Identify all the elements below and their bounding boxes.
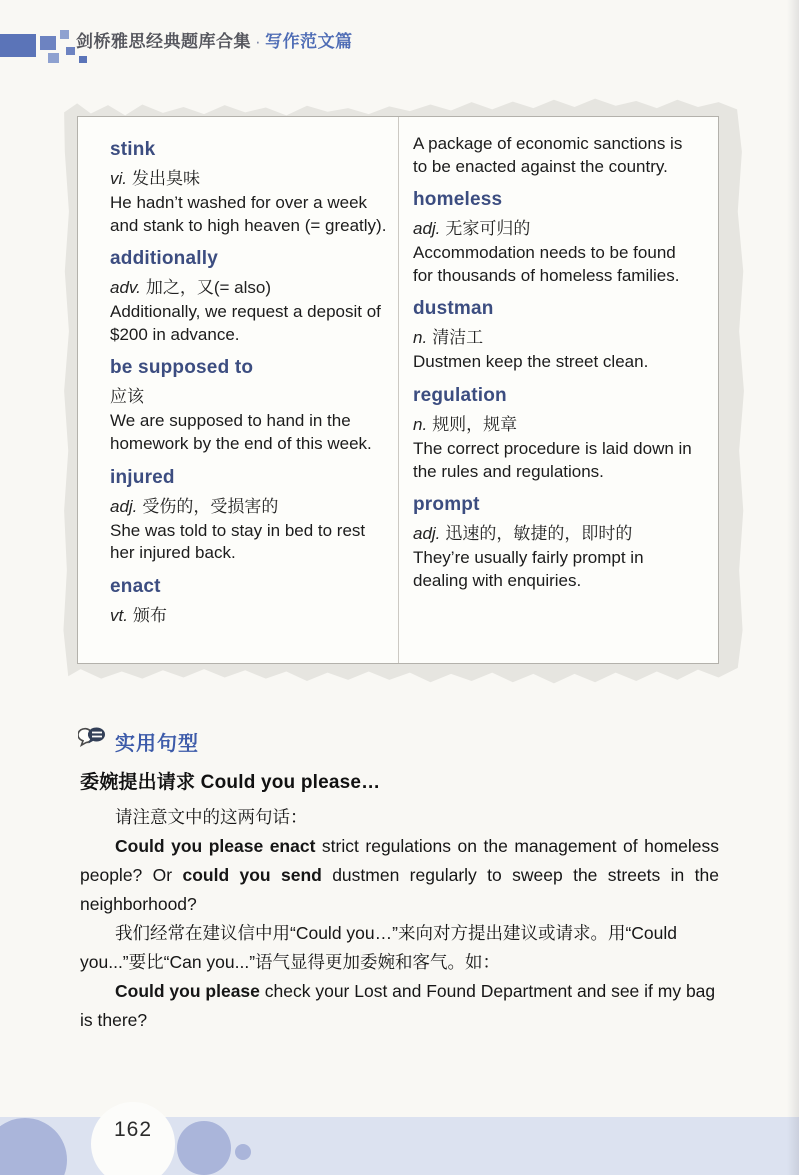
- speech-bubbles-icon: [78, 726, 110, 757]
- part-of-speech: vi.: [110, 169, 127, 188]
- vocab-entry: [110, 139, 388, 237]
- definition: 应该: [110, 387, 144, 407]
- part-of-speech: vt.: [110, 605, 128, 625]
- vocab-word: be supposed to: [110, 357, 254, 379]
- section-title: 实用句型: [115, 733, 199, 755]
- vocab-box: [60, 92, 746, 690]
- vocab-entry: [413, 494, 694, 592]
- decorative-circle: [235, 1144, 251, 1160]
- vocab-example: The correct procedure is laid down in the rules and regulations.: [413, 439, 692, 481]
- vocab-column-left: [78, 117, 398, 663]
- plain-text: strict regulations on the management of homeless people? Or: [80, 836, 719, 885]
- decorative-circle: [177, 1121, 231, 1175]
- part-of-speech: adj.: [413, 219, 441, 239]
- vocab-entry: [413, 189, 694, 287]
- vocab-example: A package of economic sanctions is to be enacted against the country.: [413, 134, 683, 176]
- part-of-speech: adv.: [110, 278, 141, 298]
- decorative-circle: [0, 1118, 67, 1175]
- part-of-speech: adj.: [110, 496, 138, 516]
- paragraph-explanation: 我们经常在建议信中用“Could you…”来向对方提出建议或请求。用“Could you...”要比“Can you...”语气显得更加委婉和客气。如：: [80, 923, 678, 972]
- vocab-pos-def: [110, 601, 388, 626]
- page-header: [0, 14, 799, 56]
- definition: 发出臭味: [132, 169, 200, 188]
- paragraph-note: 请注意文中的这两句话：: [115, 807, 308, 827]
- vocab-entry: [413, 298, 694, 374]
- vocab-example: Dustmen keep the street clean.: [413, 352, 649, 372]
- vocab-example: She was told to stay in bed to rest her injured back.: [110, 520, 366, 563]
- vocab-entry: [110, 576, 388, 626]
- vocab-word: prompt: [413, 494, 480, 516]
- vocab-word: enact: [110, 575, 161, 597]
- bold-phrase: could you send: [182, 865, 322, 885]
- vocab-word: homeless: [413, 189, 503, 211]
- vocab-box-inner: [77, 116, 719, 664]
- vocab-pos-def: [413, 410, 694, 435]
- book-title-sub: 写作范文篇: [265, 32, 353, 51]
- bold-phrase: Could you please: [115, 981, 260, 1001]
- vocab-entry: [110, 357, 388, 455]
- plain-text: check your Lost and Found Department and see if my bag is there?: [80, 981, 716, 1030]
- footer-band: [0, 1117, 799, 1175]
- vocab-example: He hadn’t washed for over a week and stank to high heaven (= greatly).: [110, 193, 387, 235]
- vocab-example: Additionally, we request a deposit of $200 in advance.: [110, 302, 381, 344]
- definition: 加之，又(= also): [145, 278, 272, 298]
- vocab-pos-def: [110, 164, 388, 189]
- vocab-example: Accommodation needs to be found for thousands of homeless families.: [413, 243, 680, 285]
- vocab-entry: [110, 467, 388, 565]
- vocab-word: stink: [110, 139, 156, 160]
- vocab-example: They’re usually fairly prompt in dealing with enquiries.: [413, 548, 644, 590]
- vocab-entry: [110, 248, 388, 346]
- body-text: [80, 803, 719, 1035]
- part-of-speech: n.: [413, 415, 428, 435]
- vocab-pos-def: [110, 382, 388, 407]
- vocab-word: additionally: [110, 248, 218, 270]
- bold-phrase: Could you please enact: [115, 836, 316, 856]
- vocab-entry: [413, 385, 694, 483]
- vocab-word: regulation: [413, 385, 507, 407]
- plain-text: dustmen regularly to sweep the streets in the neighborhood?: [80, 865, 719, 914]
- paragraph-example-sentences: [80, 832, 719, 919]
- title-separator: ·: [255, 32, 262, 51]
- vocab-entry-continuation: [413, 133, 694, 178]
- vocab-word: dustman: [413, 298, 494, 320]
- definition: 清洁工: [432, 328, 484, 348]
- part-of-speech: adj.: [413, 524, 441, 544]
- definition: 颁布: [132, 605, 167, 625]
- book-title: [76, 27, 353, 52]
- part-of-speech: n.: [413, 328, 428, 348]
- paragraph-example: [80, 977, 719, 1035]
- vocab-pos-def: [413, 214, 694, 239]
- definition: 受伤的，受损害的: [142, 496, 279, 516]
- book-title-main: 剑桥雅思经典题库合集: [76, 32, 251, 51]
- vocab-pos-def: [413, 519, 694, 544]
- page-number: 162: [113, 1118, 153, 1141]
- definition: 无家可归的: [445, 219, 531, 239]
- definition: 迅速的，敏捷的，即时的: [445, 524, 633, 544]
- vocab-pos-def: [110, 273, 388, 298]
- vocab-example: We are supposed to hand in the homework by the end of this week.: [110, 411, 372, 454]
- section-header: [78, 726, 199, 757]
- definition: 规则，规章: [432, 415, 518, 435]
- pattern-subheading: 委婉提出请求 Could you please…: [80, 772, 381, 793]
- vocab-pos-def: [413, 323, 694, 348]
- vocab-column-right: [398, 117, 718, 663]
- vocab-word: injured: [110, 466, 175, 488]
- vocab-pos-def: [110, 492, 388, 517]
